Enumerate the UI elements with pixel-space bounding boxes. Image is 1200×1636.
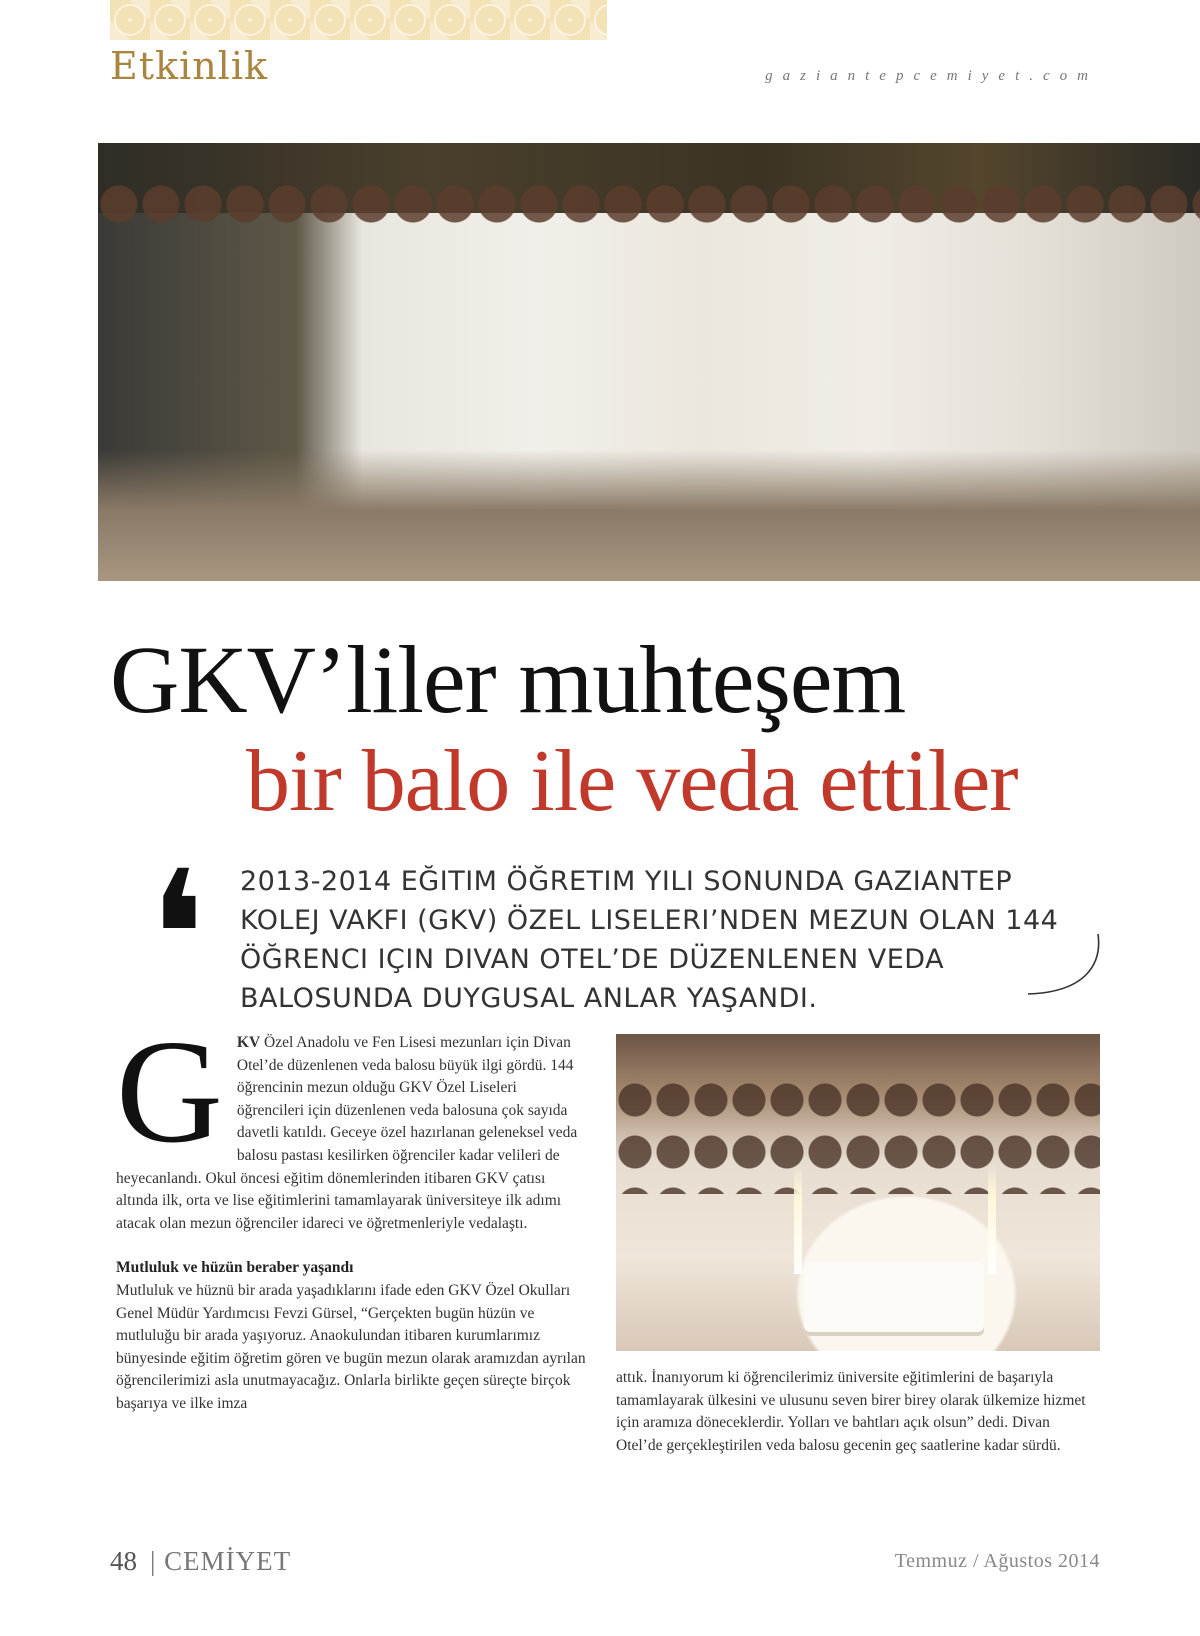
sparkler-left [794,1164,802,1274]
cake-celebration-photo [616,1034,1100,1351]
headline-line-1: GKV’liler muhteşem [110,626,906,733]
headline-line-2: bir balo ile veda ettiler [246,733,1018,830]
article-column-right [616,1367,1086,1457]
subheading: Mutluluk ve hüzün beraber yaşandı [116,1259,354,1277]
header-pattern [110,0,607,40]
paragraph-3: attık. İnanıyorum ki öğrencilerimiz üniversite eğitimlerini de başarıyla tamamlayarak ülkesini ve ulusunu seven birer birey olarak ülkemize hizmet için aramıza döneceklerdir. Yolları ve bahtları açık olsun” dedi. Divan Otel’de gerçekleştirilen veda balosu gecenin geç saatlerine kadar sürdü. [616,1369,1086,1454]
graduation-cake [804,1262,984,1332]
lead-curve-ornament [1018,932,1102,998]
site-url[interactable]: gaziantepcemiyet.com [765,68,1098,84]
article-column-left [116,1010,586,1416]
graduates-group-photo [98,143,1200,581]
magazine-brand: | CEMİYET [150,1546,292,1576]
sparkler-right [988,1164,996,1274]
photo-crowd-pattern [98,171,1200,281]
paragraph-2: Mutluluk ve hüznü bir arada yaşadıklarını ifade eden GKV Özel Okulları Genel Müdür Yardımcısı Fevzi Gürsel, “Gerçekten bugün hüzün ve mutluluğu bir arada yaşıyoruz. Anaokulundan itibaren kurumlarımız bünyesinde eğitim öğretim gören ve bugün mezun olarak aramızdan ayrılan öğrencilerimizi asla unutmayacağız. Onlarla birlikte geçen süreçte birçok başarıya ve ilke imza [116,1281,586,1412]
paragraph-1: Özel Anadolu ve Fen Lisesi mezunları için Divan Otel’de düzenlenen veda balosu büyük ilgi gördü. 144 öğrencinin mezun olduğu GKV Özel Liseleri öğrencileri için düzenlenen veda balosuna çok sayıda davetli katıldı. Geceye özel hazırlanan geleneksel veda balosu pastası kesilirken öğrenciler kadar velileri de heyecanlandı. Okul öncesi eğitim dönemlerinden itibaren GKV çatısı altında ilk, orta ve lise eğitimlerini tamamlayarak üniversiteye ilk adımı atacak olan mezun öğrenciler idareci ve öğretmenleriyle vedalaştı. [116,1034,578,1232]
paragraph-1-lead: KV [236,1034,261,1051]
lead-paragraph: 2013-2014 EĞITIM ÖĞRETIM YILI SONUNDA GAZIANTEP KOLEJ VAKFI (GKV) ÖZEL LISELERI’NDEN MEZUN OLAN 144 ÖĞRENCI IÇIN DIVAN OTEL’DE DÜZENLENEN VEDA BALOSUNDA DUYGUSAL ANLAR YAŞANDI. [240,866,1059,1014]
photo-crowd-pattern [616,1074,1100,1194]
page-number: 48 [110,1546,137,1576]
issue-date: Temmuz / Ağustos 2014 [894,1550,1100,1572]
drop-cap: G [116,1010,223,1174]
quote-mark-icon: ❛ [148,833,207,1042]
section-label: Etkinlik [110,44,268,88]
